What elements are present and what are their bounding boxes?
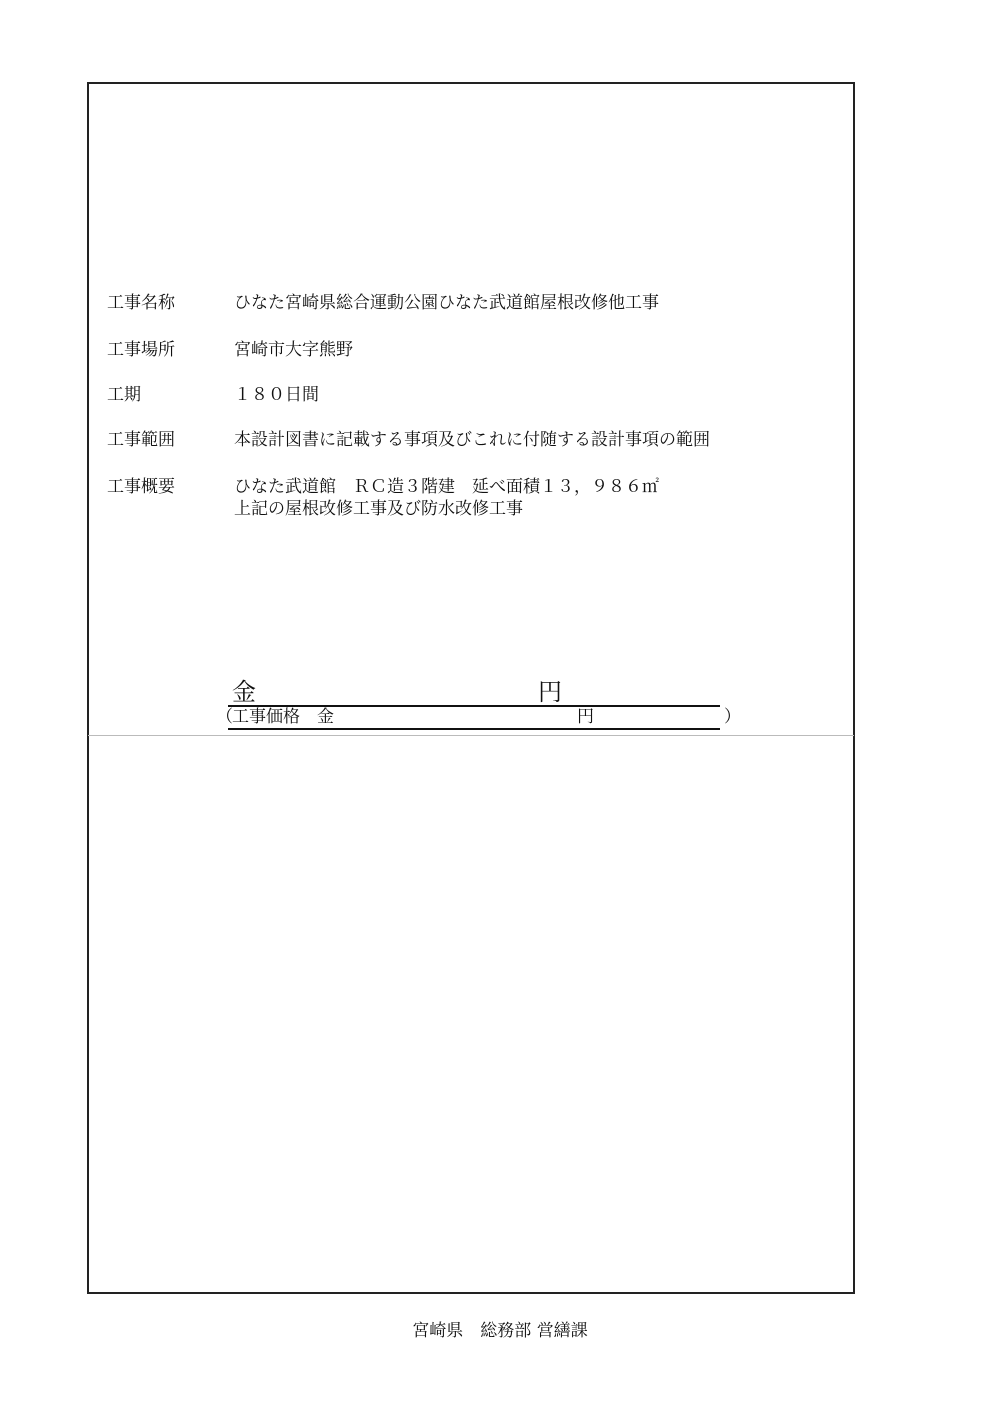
- field-label: 工期: [107, 385, 141, 405]
- construction-price-unit: 円: [577, 707, 594, 727]
- field-label: 工事範囲: [107, 430, 175, 450]
- field-value: １８０日間: [234, 385, 319, 405]
- construction-price-open-paren: （: [216, 707, 233, 727]
- construction-price-underline: [228, 728, 720, 730]
- document-frame: [87, 82, 855, 1294]
- field-value-line2: 上記の屋根改修工事及び防水改修工事: [234, 499, 523, 519]
- field-value: ひなた宮崎県総合運動公園ひなた武道館屋根改修他工事: [234, 293, 659, 313]
- construction-price-close-paren: ）: [724, 707, 741, 727]
- footer-issuer: 宮崎県 総務部 営繕課: [412, 1321, 588, 1341]
- field-value: 宮崎市大字熊野: [234, 340, 353, 360]
- amount-unit: 円: [538, 678, 562, 706]
- field-label: 工事場所: [107, 340, 175, 360]
- field-label: 工事名称: [107, 293, 175, 313]
- field-label: 工事概要: [107, 477, 175, 497]
- field-value: 本設計図書に記載する事項及びこれに付随する設計事項の範囲: [234, 430, 710, 450]
- section-divider: [88, 735, 854, 736]
- field-value: ひなた武道館 ＲＣ造３階建 延べ面積１３，９８６㎡: [234, 477, 659, 497]
- amount-label: 金: [232, 678, 256, 706]
- construction-price-label: 工事価格 金: [232, 707, 334, 727]
